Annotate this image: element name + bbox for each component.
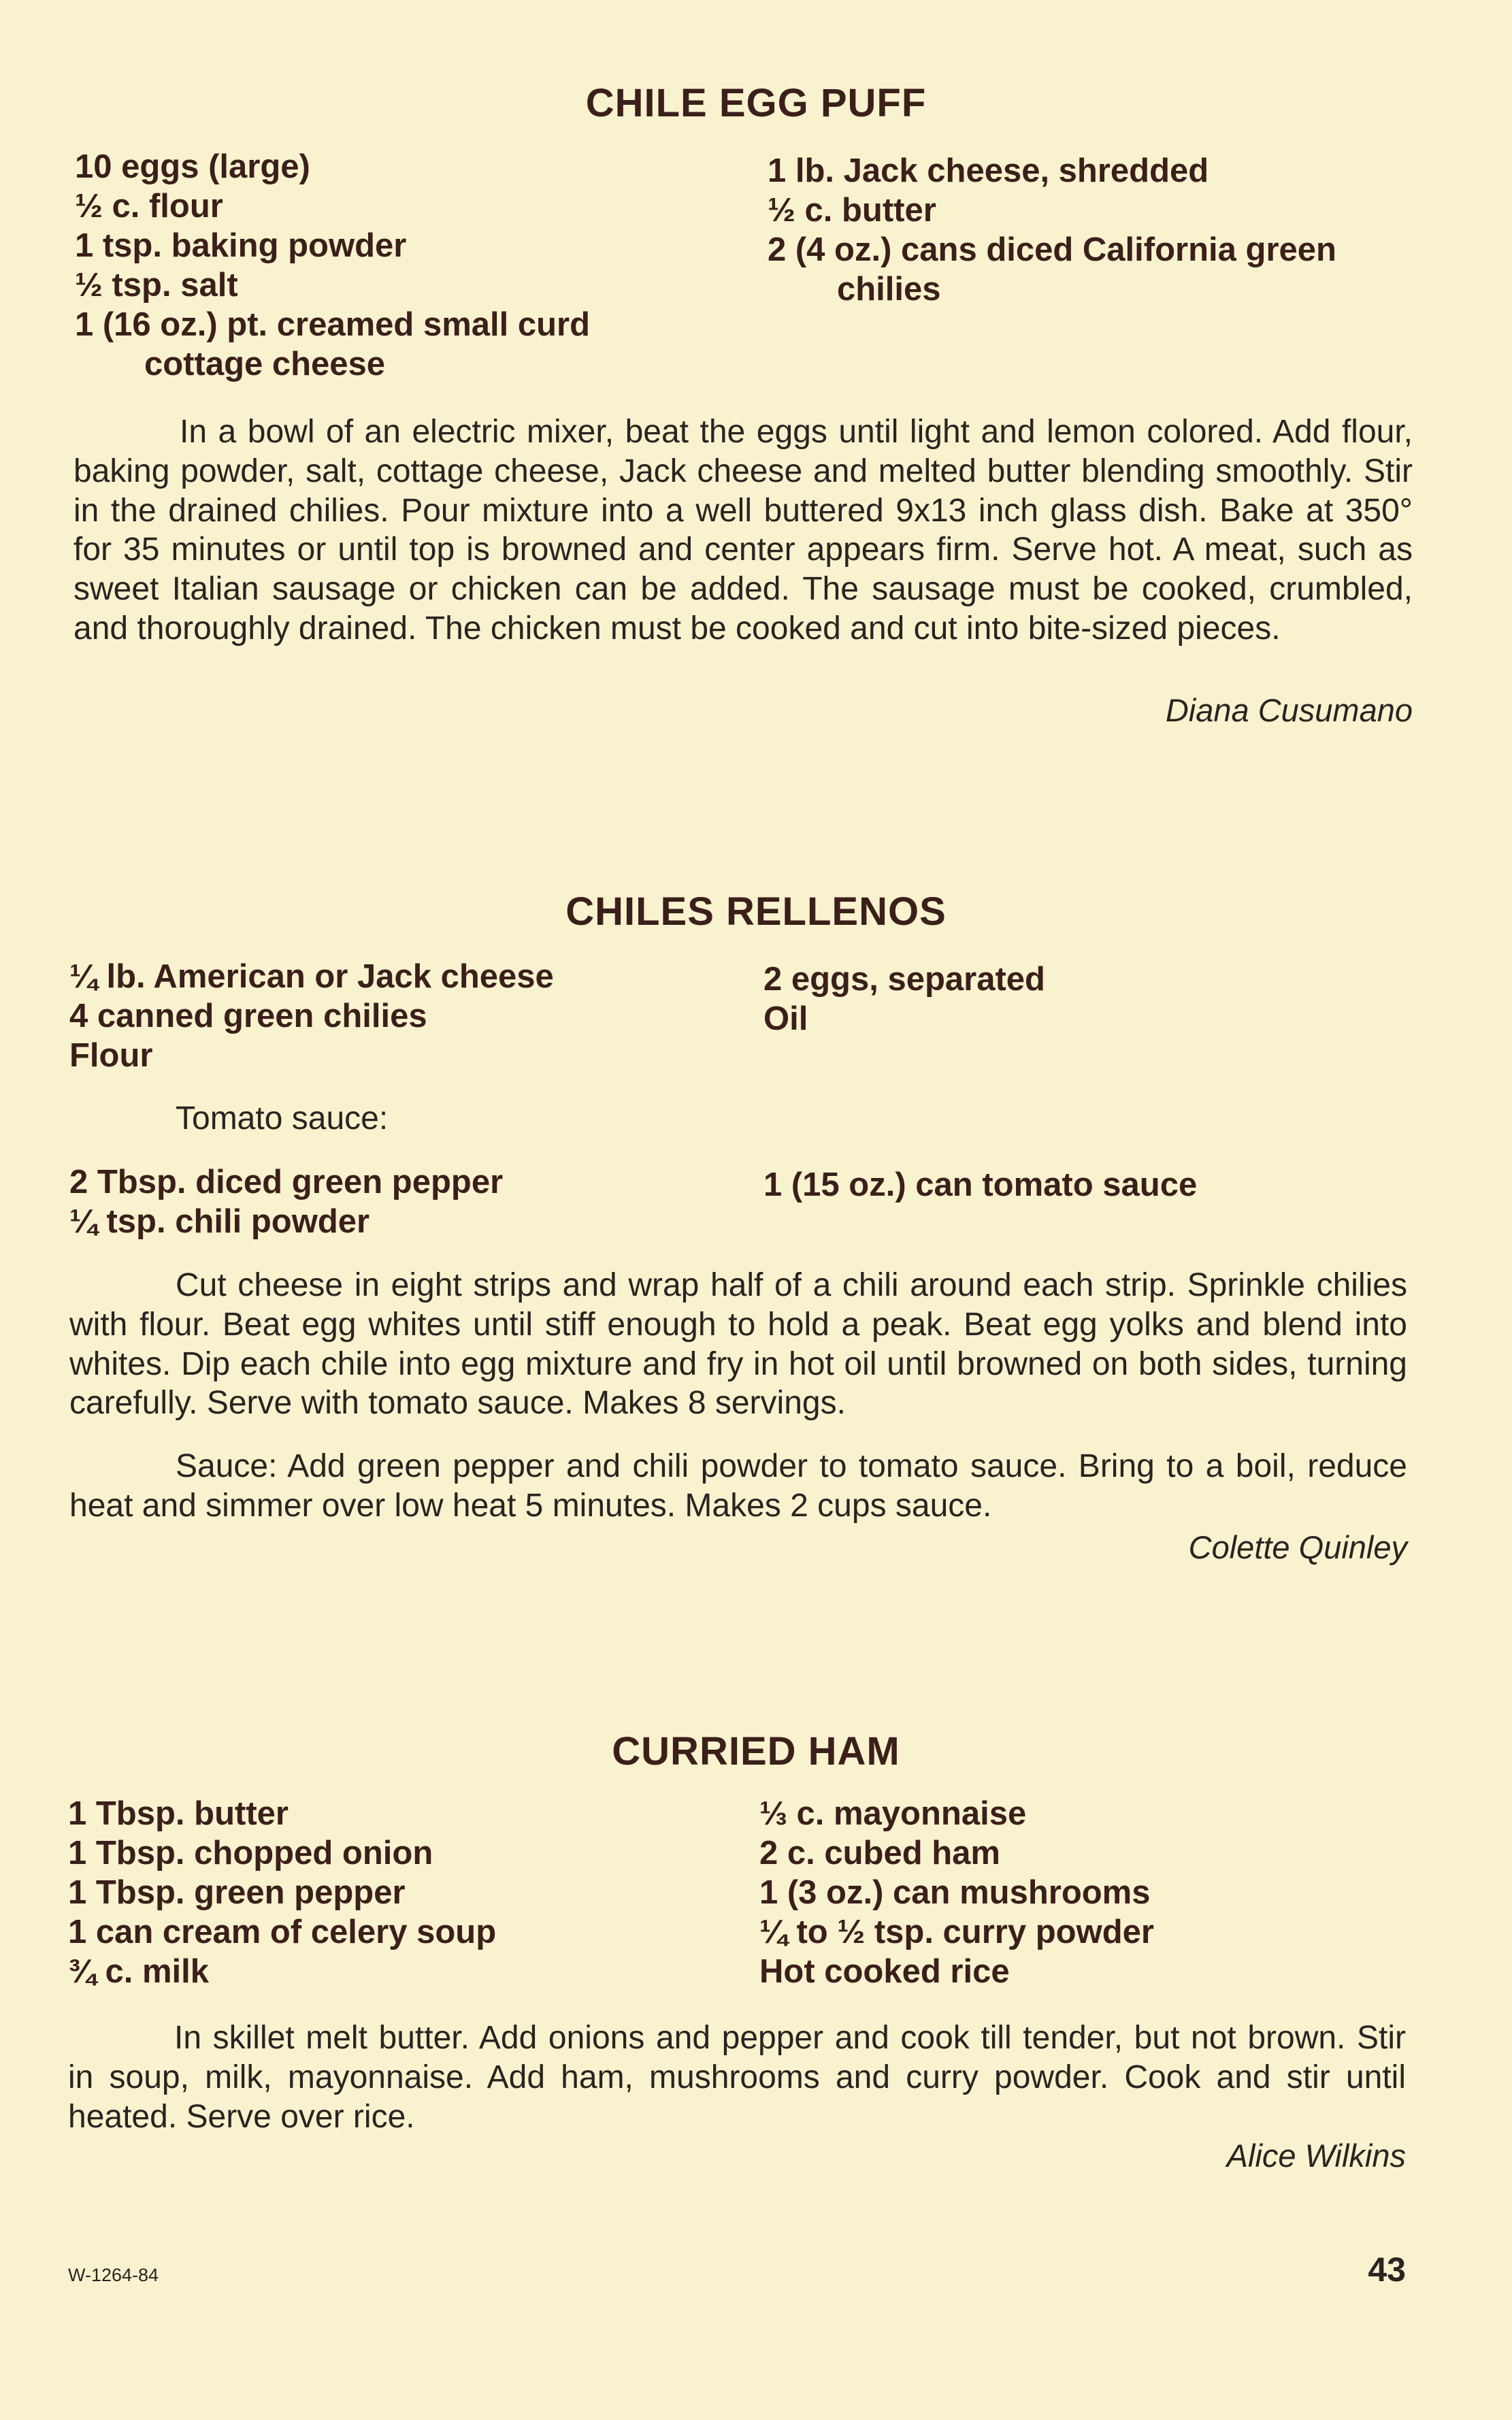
- author-curried-ham: Alice Wilkins: [1226, 2138, 1406, 2174]
- ingredient-continuation: chilies: [837, 271, 941, 308]
- directions-chiles-rellenos: Cut cheese in eight strips and wrap half of a chili around each strip. Sprinkle chilies with flour. Beat egg whites until stiff enough to hold a peak. Beat egg yolks and blend into whites. Dip each chile into egg mixture and fry in hot oil until browned on both sides, turning carefully. Serve with tomato sauce. Makes 8 servings.: [69, 1267, 1407, 1422]
- ingredient: ¾ c. milk: [68, 1953, 210, 1990]
- ingredient: 1 tsp. baking powder: [75, 227, 407, 264]
- page-number: 43: [1368, 2251, 1406, 2289]
- ingredients-left-chile-egg-puff: [75, 147, 590, 384]
- ingredient: 2 Tbsp. diced green pepper: [69, 1164, 504, 1200]
- document-code: W-1264-84: [68, 2265, 159, 2285]
- ingredient: ⅓ c. mayonnaise: [759, 1795, 1027, 1832]
- ingredients-right-chile-egg-puff: [768, 151, 1336, 309]
- sauce-directions-chiles-rellenos: Sauce: Add green pepper and chili powder to tomato sauce. Bring to a boil, reduce heat and simmer over low heat 5 minutes. Makes 2 cups sauce.: [69, 1448, 1407, 1524]
- ingredient: ¼ tsp. chili powder: [69, 1203, 370, 1240]
- ingredient: Flour: [69, 1037, 153, 1074]
- ingredient: 2 (4 oz.) cans diced California green: [768, 231, 1336, 268]
- recipe-title-chiles-rellenos: CHILES RELLENOS: [565, 889, 947, 934]
- directions-curried-ham: In skillet melt butter. Add onions and pepper and cook till tender, but not brown. Stir in soup, milk, mayonnaise. Add ham, mushrooms and curry powder. Cook and stir until heated. Serve over rice.: [68, 2020, 1406, 2135]
- recipe-title-chile-egg-puff: CHILE EGG PUFF: [585, 81, 927, 125]
- subheading-tomato-sauce: Tomato sauce:: [176, 1100, 389, 1137]
- ingredient: 1 Tbsp. green pepper: [68, 1874, 406, 1911]
- ingredients-left-chiles-rellenos: [69, 957, 554, 1075]
- ingredient: 1 Tbsp. butter: [68, 1795, 289, 1832]
- sauce-ingredients-right: [763, 1165, 1197, 1205]
- ingredient: ½ c. flour: [75, 188, 223, 225]
- ingredient: 10 eggs (large): [75, 148, 310, 185]
- author-chile-egg-puff: Diana Cusumano: [1165, 692, 1413, 728]
- directions-chile-egg-puff: In a bowl of an electric mixer, beat the eggs until light and lemon colored. Add flour, baking powder, salt, cottage cheese, Jack cheese and melted butter blending smoothly. Stir in the drained chilies. Pour mixture into a well buttered 9x13 inch glass dish. Bake at 350° for 35 minutes or until top is browned and center appears firm. Serve hot. A meat, such as sweet Italian sausage or chicken can be added. The sausage must be cooked, crumbled, and thoroughly drained. The chicken must be cooked and cut into bite-sized pieces.: [73, 414, 1413, 647]
- ingredient: 4 canned green chilies: [69, 998, 427, 1034]
- ingredient: 1 lb. Jack cheese, shredded: [768, 152, 1209, 189]
- ingredient: ¼ lb. American or Jack cheese: [69, 958, 554, 995]
- sauce-ingredients-left: [69, 1162, 503, 1241]
- ingredient: 2 c. cubed ham: [759, 1835, 1001, 1871]
- ingredient: 1 Tbsp. chopped onion: [68, 1835, 433, 1871]
- ingredients-left-curried-ham: [68, 1794, 496, 1991]
- ingredient: 1 (15 oz.) can tomato sauce: [763, 1166, 1198, 1203]
- ingredient: ¼ to ½ tsp. curry powder: [759, 1914, 1154, 1950]
- ingredient: 1 (16 oz.) pt. creamed small curd: [75, 306, 591, 343]
- ingredient-continuation: cottage cheese: [144, 346, 386, 382]
- ingredient: 1 (3 oz.) can mushrooms: [759, 1874, 1151, 1911]
- recipe-title-curried-ham: CURRIED HAM: [612, 1729, 900, 1773]
- ingredients-right-chiles-rellenos: [763, 960, 1045, 1039]
- ingredients-right-curried-ham: [759, 1794, 1154, 1991]
- ingredient: ½ c. butter: [768, 192, 936, 229]
- ingredient: ½ tsp. salt: [75, 267, 238, 304]
- ingredient: 2 eggs, separated: [763, 961, 1045, 998]
- ingredient: Hot cooked rice: [759, 1953, 1010, 1990]
- ingredient: Oil: [763, 1000, 808, 1037]
- author-chiles-rellenos: Colette Quinley: [1188, 1529, 1407, 1565]
- ingredient: 1 can cream of celery soup: [68, 1914, 497, 1950]
